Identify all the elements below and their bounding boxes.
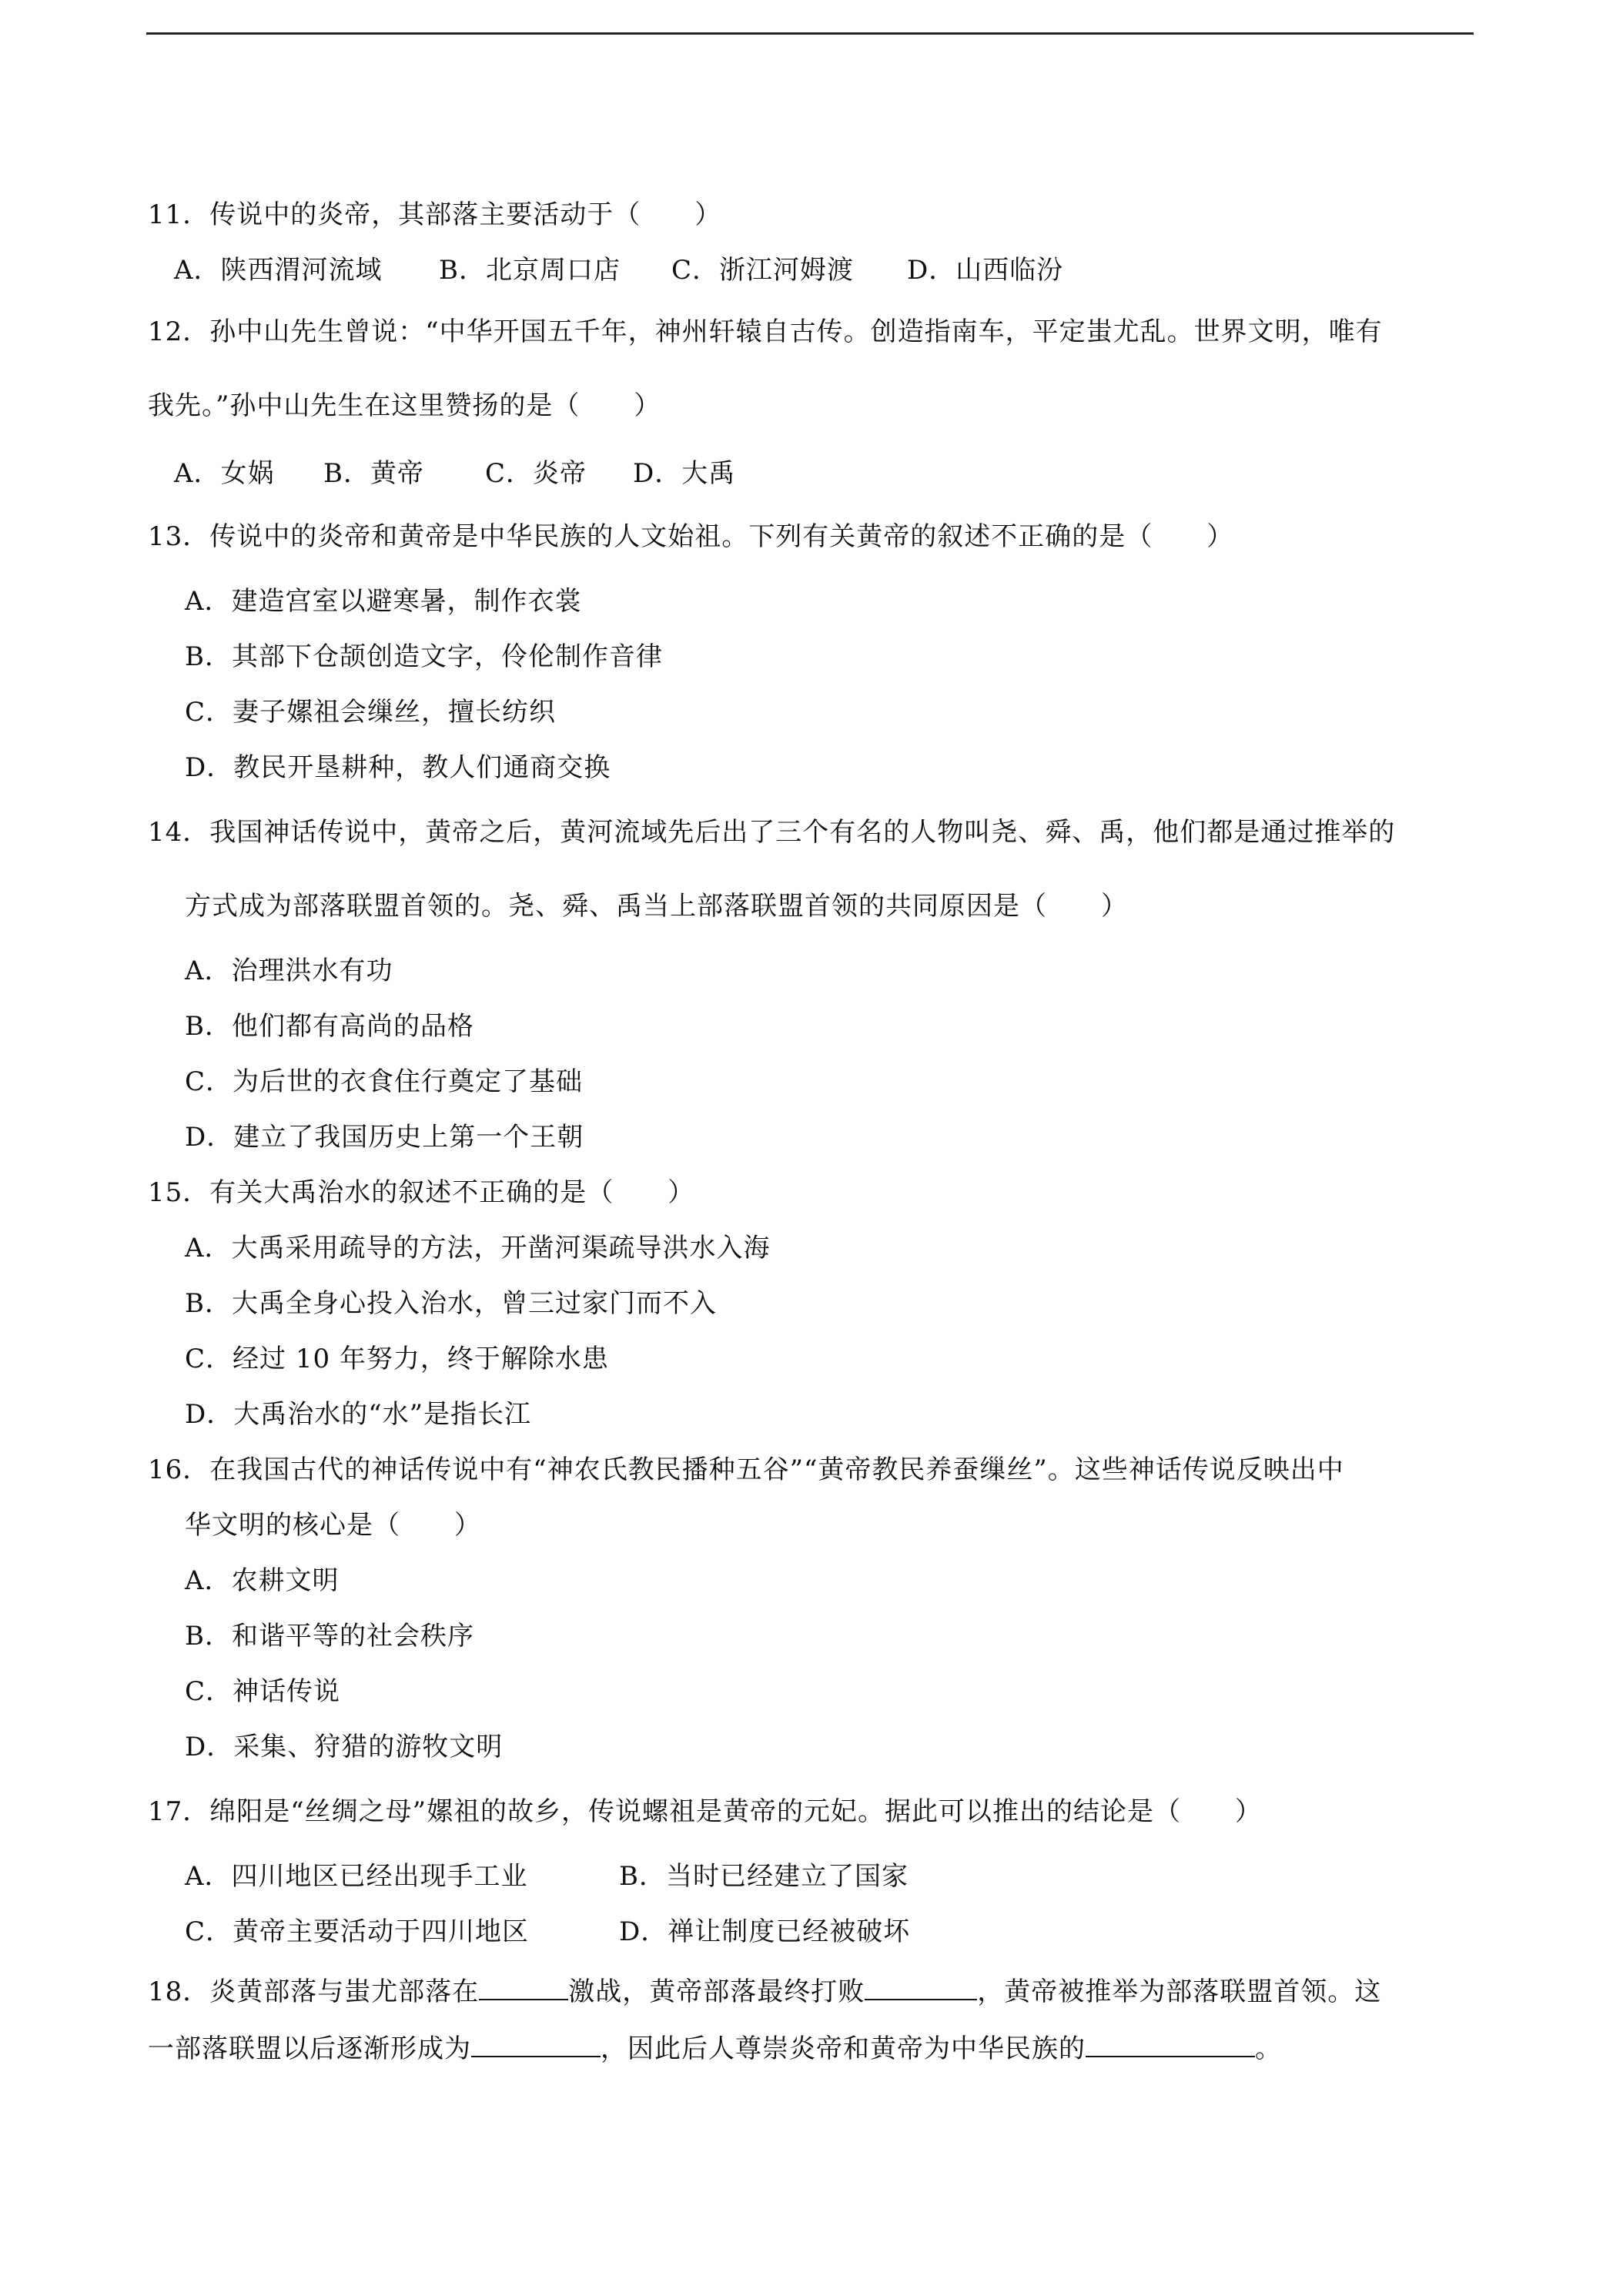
q16-option-a: A．农耕文明 (185, 1565, 340, 1596)
q12-option-c: C．炎帝 (485, 458, 587, 489)
q12-stem-line1: 12．孙中山先生曾说：“中华开国五千年，神州轩辕自古传。创造指南车，平定蚩尤乱。世界文明，唯有 (148, 316, 1383, 347)
q11-option-a: A．陕西渭河流域 (174, 255, 383, 286)
q12-option-b: B．黄帝 (323, 458, 424, 489)
q11-option-b: B．北京周口店 (439, 255, 621, 286)
q14-stem-line2: 方式成为部落联盟首领的。尧、舜、禹当上部落联盟首领的共同原因是（ ） (185, 891, 1128, 922)
q18-blank-battlefield (479, 1976, 568, 2000)
q13-stem: 13．传说中的炎帝和黄帝是中华民族的人文始祖。下列有关黄帝的叙述不正确的是（ ） (148, 521, 1234, 552)
q11-stem: 11．传说中的炎帝，其部落主要活动于（ ） (148, 199, 722, 230)
q18-text-5: ，因此后人尊崇炎帝和黄帝为中华民族的 (601, 2033, 1086, 2064)
q18-text-3: ，黄帝被推举为部落联盟首领。这 (977, 1976, 1382, 2007)
q16-stem-line2: 华文明的核心是（ ） (185, 1510, 481, 1541)
q15-option-d: D．大禹治水的“水”是指长江 (185, 1399, 532, 1430)
q13-option-b: B．其部下仓颉创造文字，伶伦制作音律 (185, 641, 663, 672)
q18-blank-nation (471, 2033, 601, 2057)
q17-option-d: D．禅让制度已经被破坏 (619, 1916, 911, 1947)
q17-option-c: C．黄帝主要活动于四川地区 (185, 1916, 530, 1947)
q18-text-6: 。 (1255, 2033, 1282, 2064)
q15-option-b: B．大禹全身心投入治水，曾三过家门而不入 (185, 1288, 717, 1319)
q17-option-a: A．四川地区已经出现手工业 (185, 1861, 528, 1892)
q15-option-a: A．大禹采用疏导的方法，开凿河渠疏导洪水入海 (185, 1233, 771, 1263)
q15-option-c: C．经过 10 年努力，终于解除水患 (185, 1344, 609, 1374)
q15-stem: 15．有关大禹治水的叙述不正确的是（ ） (148, 1177, 695, 1208)
q14-option-d: D．建立了我国历史上第一个王朝 (185, 1122, 584, 1153)
q14-option-a: A．治理洪水有功 (185, 956, 393, 986)
q14-stem-line1: 14．我国神话传说中，黄帝之后，黄河流域先后出了三个有名的人物叫尧、舜、禹，他们都是通过推举的 (148, 817, 1396, 848)
q12-option-a: A．女娲 (174, 458, 275, 489)
q11-option-c: C．浙江河姆渡 (671, 255, 855, 286)
q16-stem-line1: 16．在我国古代的神话传说中有“神农氏教民播种五谷”“黄帝教民养蚕缫丝”。这些神话传说反映出中 (148, 1454, 1344, 1485)
q16-option-d: D．采集、狩猎的游牧文明 (185, 1732, 504, 1762)
q17-option-b: B．当时已经建立了国家 (619, 1861, 909, 1892)
q14-option-b: B．他们都有高尚的品格 (185, 1011, 474, 1042)
q18-text-1: 18．炎黄部落与蚩尤部落在 (148, 1976, 480, 2007)
q18-text-4: 一部落联盟以后逐渐形成为 (148, 2033, 471, 2064)
q13-option-a: A．建造宫室以避寒暑，制作衣裳 (185, 586, 582, 617)
q17-stem: 17．绵阳是“丝绸之母”嫘祖的故乡，传说螺祖是黄帝的元妃。据此可以推出的结论是（ ） (148, 1796, 1263, 1827)
q13-option-d: D．教民开垦耕种，教人们通商交换 (185, 752, 611, 783)
q18-line1 (148, 1976, 1381, 2005)
q16-option-c: C．神话传说 (185, 1676, 341, 1707)
q18-blank-ancestors (1086, 2033, 1255, 2057)
q12-stem-line2: 我先。”孙中山先生在这里赞扬的是（ ） (148, 390, 661, 421)
q14-option-c: C．为后世的衣食住行奠定了基础 (185, 1066, 584, 1097)
q18-text-2: 激战，黄帝部落最终打败 (568, 1976, 865, 2007)
q11-option-d: D．山西临汾 (907, 255, 1064, 286)
q12-option-d: D．大禹 (633, 458, 736, 489)
header-rule (146, 32, 1474, 35)
q16-option-b: B．和谐平等的社会秩序 (185, 1621, 474, 1652)
q18-line2 (148, 2033, 1282, 2062)
q13-option-c: C．妻子嫘祖会缫丝，擅长纺织 (185, 697, 557, 728)
q18-blank-defeated (865, 1976, 977, 2000)
